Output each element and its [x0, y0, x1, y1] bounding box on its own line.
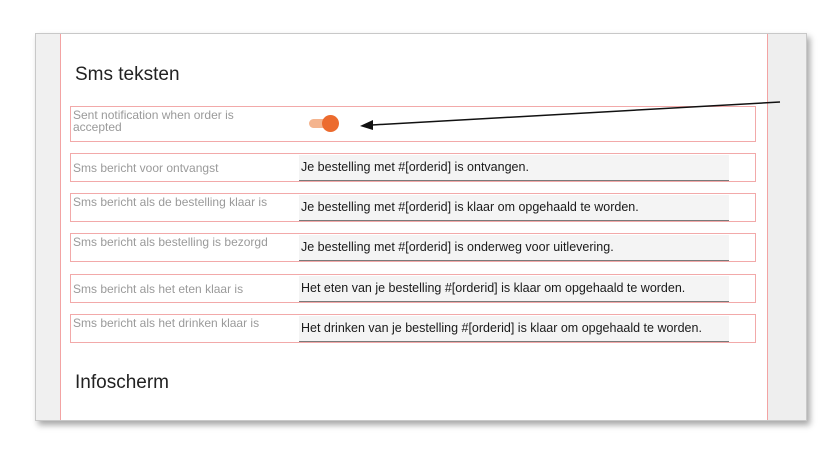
annotation-arrow-head-icon: [360, 120, 373, 130]
sms-label: Sms bericht als de bestelling klaar is: [73, 195, 268, 209]
sms-label: Sms bericht als het eten klaar is: [73, 282, 244, 296]
sms-input-eten-klaar[interactable]: Het eten van je bestelling #[orderid] is klaar om opgehaald te worden.: [299, 276, 729, 302]
section-title-sms: Sms teksten: [75, 64, 180, 85]
sms-input-drinken-klaar[interactable]: Het drinken van je bestelling #[orderid] is klaar om opgehaald te worden.: [299, 316, 729, 342]
annotation-arrow-line: [372, 102, 780, 125]
sms-label: Sms bericht voor ontvangst: [73, 161, 219, 175]
sms-input-bezorgd[interactable]: Je bestelling met #[orderid] is onderweg voor uitlevering.: [299, 235, 729, 261]
sms-input-ontvangst[interactable]: Je bestelling met #[orderid] is ontvangen.: [299, 155, 729, 181]
sms-label: Sms bericht als bestelling is bezorgd: [73, 235, 268, 249]
sms-input-bestelling-klaar[interactable]: Je bestelling met #[orderid] is klaar om opgehaald te worden.: [299, 195, 729, 221]
section-title-infoscherm: Infoscherm: [75, 372, 169, 393]
toggle-label: Sent notification when order is accepted: [73, 108, 234, 134]
sms-label: Sms bericht als het drinken klaar is: [73, 316, 260, 330]
